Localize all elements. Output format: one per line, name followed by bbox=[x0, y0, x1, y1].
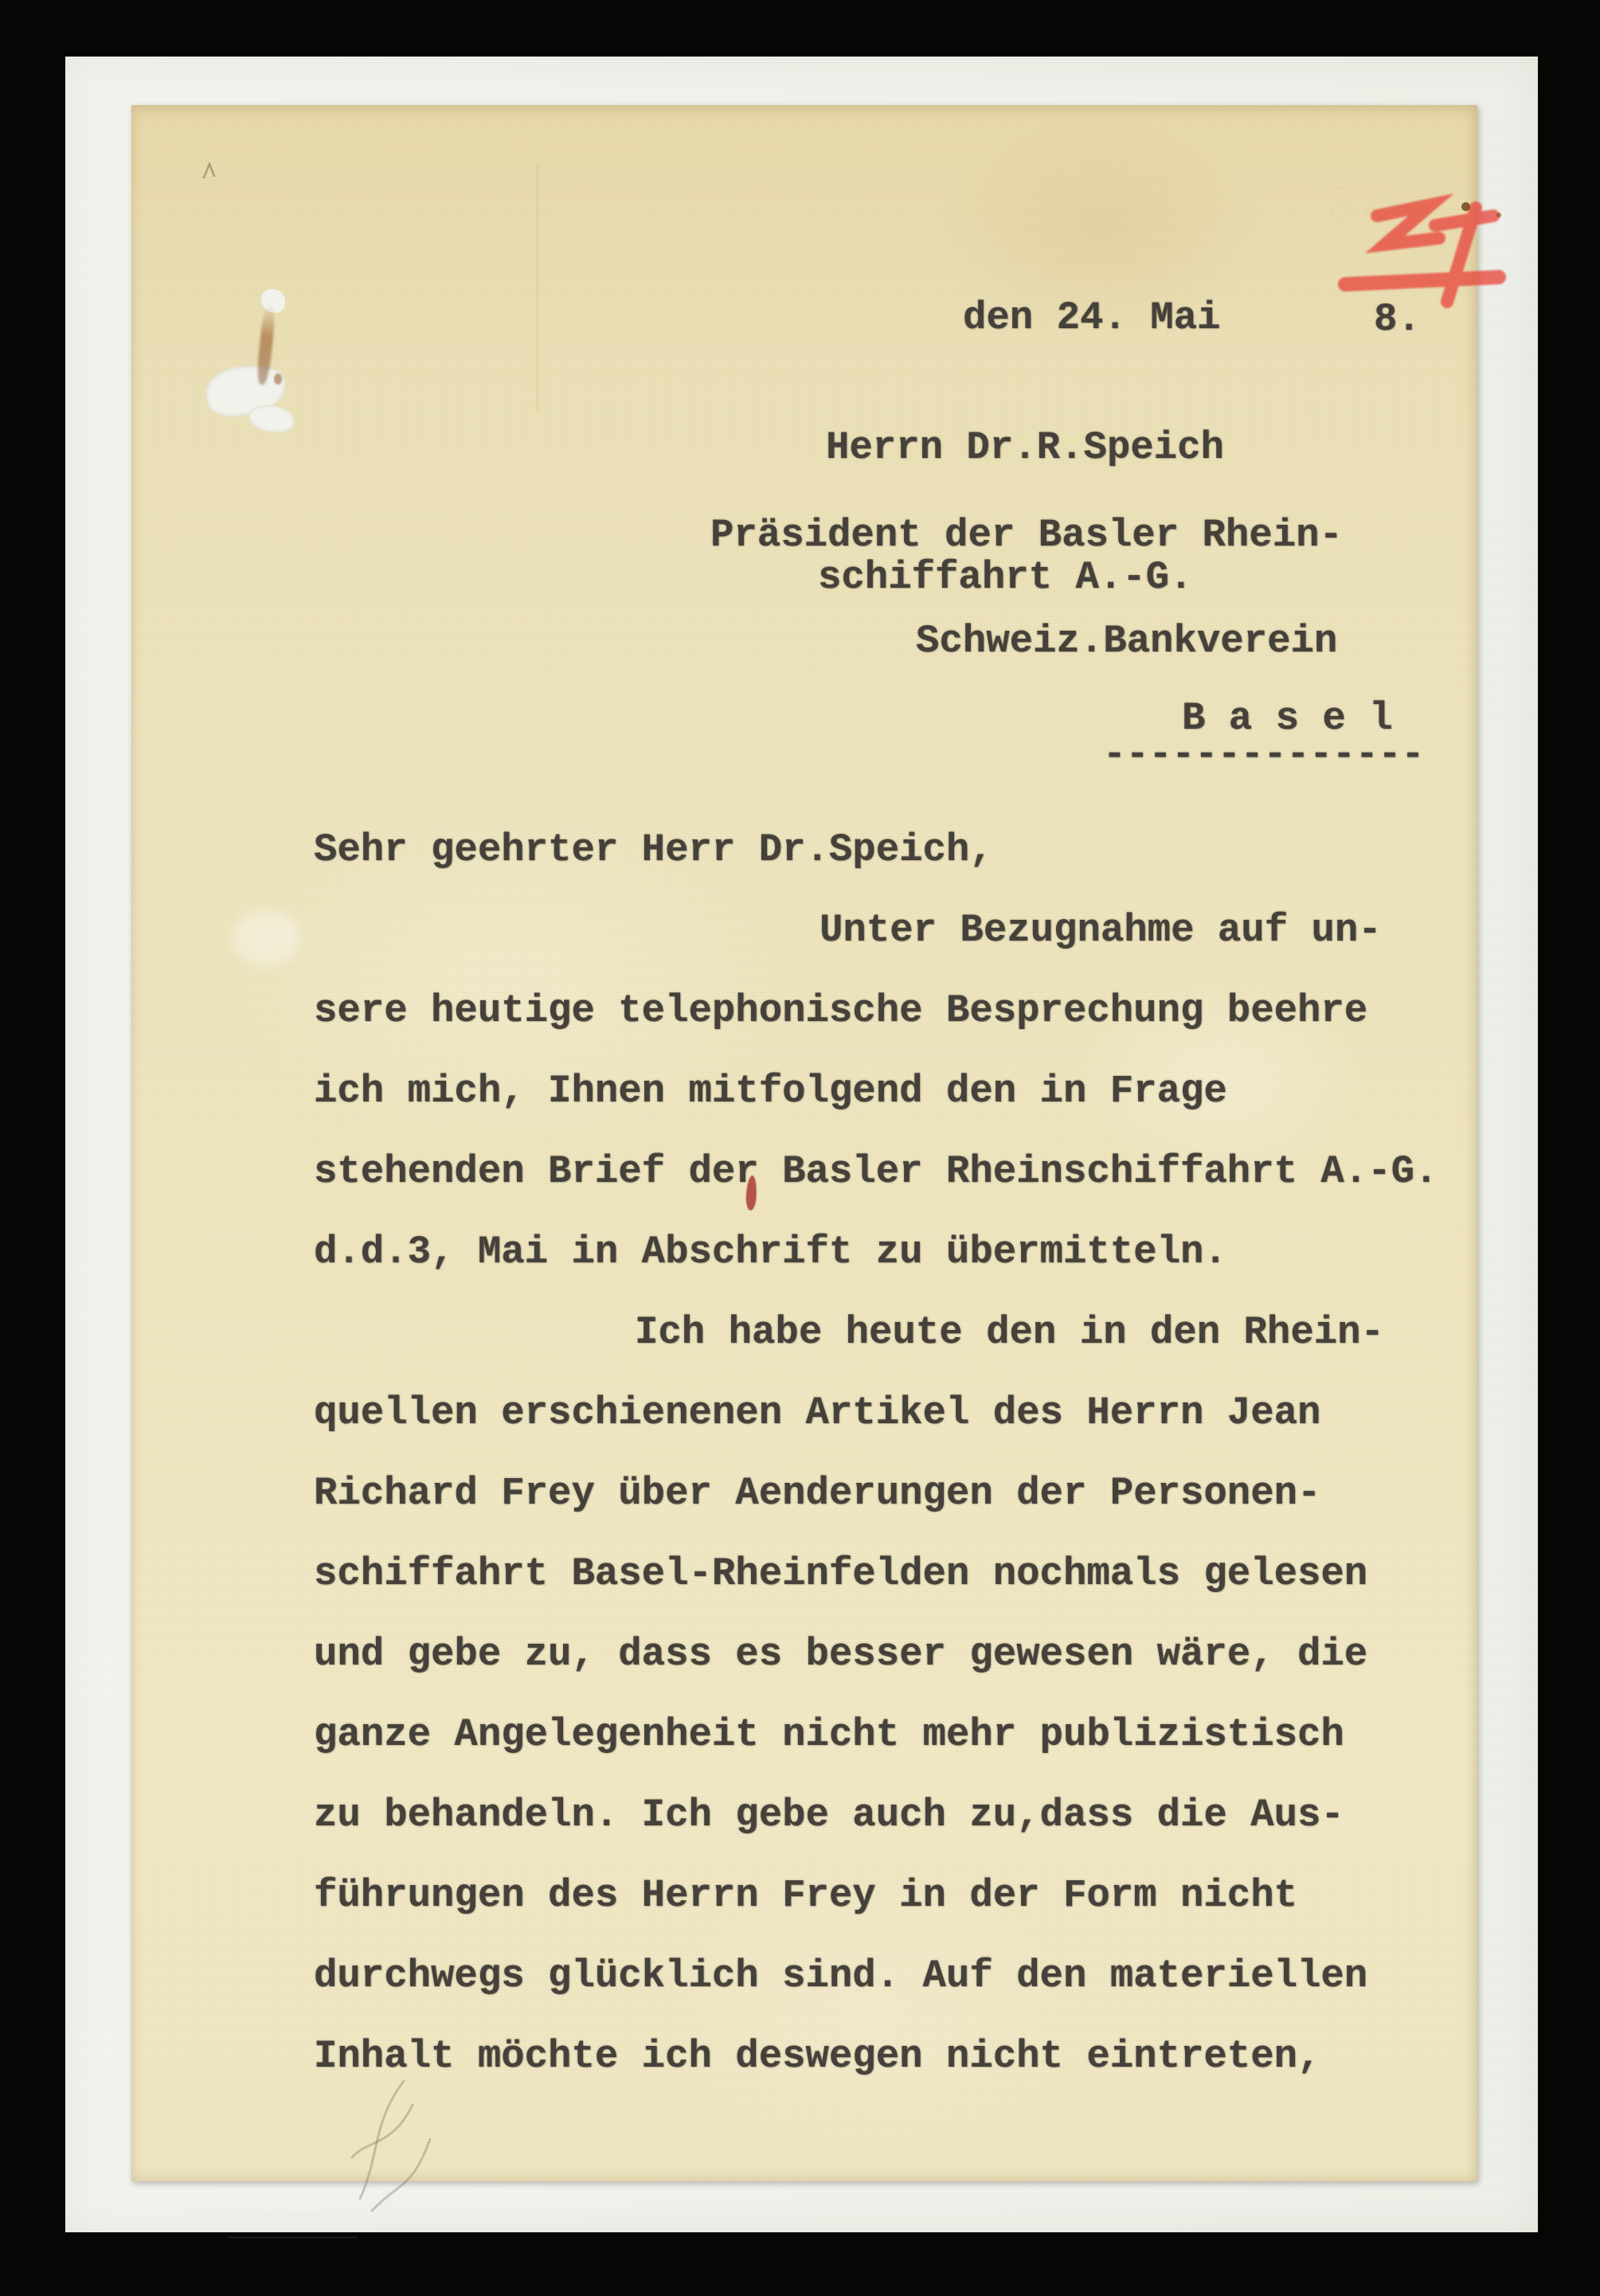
pencil-tick bbox=[201, 160, 219, 181]
typed-line: zu behandeln. Ich gebe auch zu,dass die Aus- bbox=[314, 1793, 1344, 1837]
fold-crease bbox=[537, 164, 538, 411]
date-line: den 24. Mai bbox=[963, 295, 1221, 340]
typed-line: Richard Frey über Aenderungen der Personen- bbox=[314, 1471, 1321, 1516]
typed-line: ganze Angelegenheit nicht mehr publizistisch bbox=[314, 1712, 1344, 1757]
typed-line: quellen erschienenen Artikel des Herrn Jean bbox=[314, 1391, 1321, 1435]
typed-line: Inhalt möchte ich deswegen nicht eintreten, bbox=[314, 2034, 1321, 2079]
backing-sheet bbox=[65, 57, 1538, 2232]
city-underline-dashes: -------------- bbox=[1103, 733, 1425, 776]
typed-line: Unter Bezugnahme auf un- bbox=[820, 908, 1382, 952]
paper-tear bbox=[246, 401, 296, 436]
recipient-name: Herrn Dr.R.Speich bbox=[826, 425, 1224, 470]
mat-scratch-line bbox=[229, 2236, 358, 2239]
typed-line: führungen des Herrn Frey in der Form nicht bbox=[314, 1873, 1298, 1918]
ink-speck bbox=[1461, 202, 1470, 211]
rust-stain bbox=[274, 374, 282, 385]
typed-line: und gebe zu, dass es besser gewesen wäre, die bbox=[314, 1632, 1368, 1676]
recipient-organization: Schweiz.Bankverein bbox=[916, 619, 1338, 663]
ink-speck bbox=[1496, 213, 1501, 217]
body-lines bbox=[314, 810, 1485, 2097]
recipient-title-line2: schiffahrt A.-G. bbox=[818, 555, 1193, 600]
letter-page bbox=[131, 105, 1477, 2181]
typed-line: d.d.3, Mai in Abschrift zu übermitteln. bbox=[314, 1230, 1227, 1274]
recipient-city: B a s e l bbox=[1182, 696, 1393, 741]
typed-line: durchwegs glücklich sind. Auf den materiellen bbox=[314, 1954, 1368, 1998]
typed-line: ich mich, Ihnen mitfolgend den in Frage bbox=[314, 1069, 1227, 1113]
typed-line: stehenden Brief der Basler Rheinschiffahrt A.-G. bbox=[314, 1149, 1438, 1194]
paper-abrasion bbox=[233, 910, 300, 966]
typed-line: schiffahrt Basel-Rheinfelden nochmals gelesen bbox=[314, 1551, 1368, 1596]
page-number-typed: 8. bbox=[1374, 297, 1421, 342]
salutation: Sehr geehrter Herr Dr.Speich, bbox=[314, 827, 993, 872]
typed-line: Ich habe heute den in den Rhein- bbox=[635, 1310, 1384, 1355]
typed-line: sere heutige telephonische Besprechung beehre bbox=[314, 988, 1368, 1033]
recipient-title-line1: Präsident der Basler Rhein- bbox=[710, 513, 1343, 557]
